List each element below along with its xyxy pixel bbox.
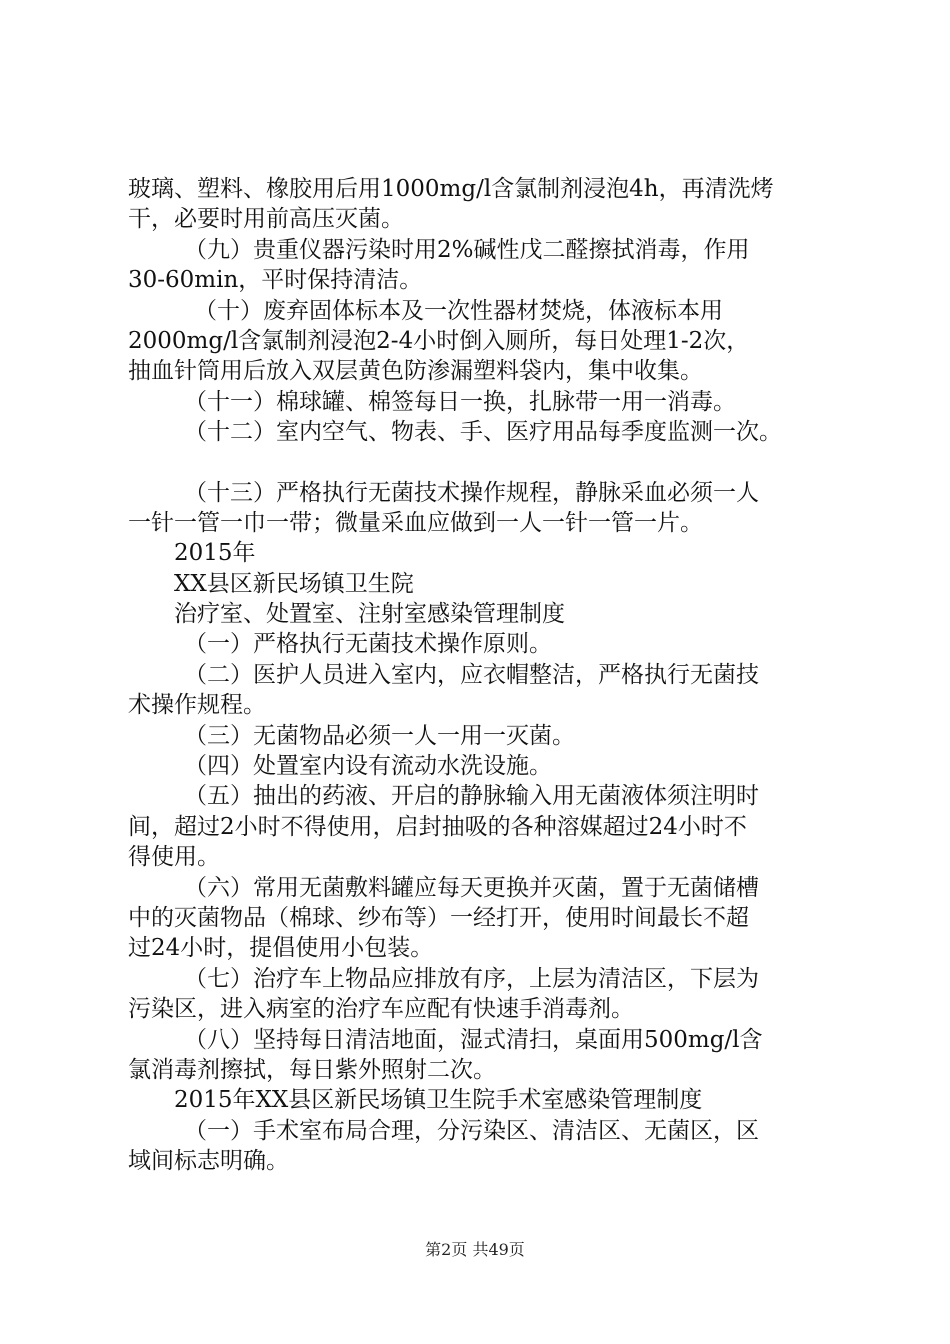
text-line: （六）常用无菌敷料罐应每天更换并灭菌，置于无菌储槽 [184,874,759,901]
text-line: （九）贵重仪器污染时用2%碱性戊二醛擦拭消毒，作用 [184,236,750,263]
text-line: （三）无菌物品必须一人一用一灭菌。 [184,722,575,749]
text-line: 域间标志明确。 [128,1148,289,1175]
text-line: （二）医护人员进入室内，应衣帽整洁，严格执行无菌技 [184,661,759,688]
text-line: （一）手术室布局合理，分污染区、清洁区、无菌区，区 [184,1117,759,1144]
text-line: 玻璃、塑料、橡胶用后用1000mg/l含氯制剂浸泡4h，再清洗烤 [128,176,774,202]
blank-line [128,448,834,478]
text-line: （十二）室内空气、物表、手、医疗用品每季度监测一次。 [184,419,782,446]
text-line: 得使用。 [128,844,220,871]
text-line: （五）抽出的药液、开启的静脉输入用无菌液体须注明时 [184,783,759,810]
text-line: （十一）棉球罐、棉签每日一换，扎脉带一用一消毒。 [184,388,736,415]
text-line: XX县区新民场镇卫生院 [174,570,414,597]
text-line: 干，必要时用前高压灭菌。 [128,206,404,233]
document-body [128,174,834,1177]
text-line: 30-60min，平时保持清洁。 [128,267,423,294]
text-line: （七）治疗车上物品应排放有序，上层为清洁区，下层为 [184,965,759,992]
text-line: 过24小时，提倡使用小包装。 [128,935,434,962]
section-heading: 2015年XX县区新民场镇卫生院手术室感染管理制度 [174,1087,703,1114]
text-line: 中的灭菌物品（棉球、纱布等）一经打开，使用时间最长不超 [128,904,749,931]
text-line: 氯消毒剂擦拭，每日紫外照射二次。 [128,1056,496,1083]
text-line: 间，超过2小时不得使用，启封抽吸的各种溶媒超过24小时不 [128,813,747,840]
text-line: 术操作规程。 [128,692,266,719]
text-line: （一）严格执行无菌技术操作原则。 [184,631,552,658]
text-line: （八）坚持每日清洁地面，湿式清扫，桌面用500mg/l含 [184,1026,763,1053]
text-line: 抽血针筒用后放入双层黄色防渗漏塑料袋内，集中收集。 [128,358,703,385]
section-heading: 治疗室、处置室、注射室感染管理制度 [174,601,565,628]
page-footer: 第2页 共49页 [425,1240,525,1259]
text-line: （十三）严格执行无菌技术操作规程，静脉采血必须一人 [184,479,759,506]
text-line: （十）废弃固体标本及一次性器材焚烧，体液标本用 [194,297,723,324]
text-line: 一针一管一巾一带；微量采血应做到一人一针一管一片。 [128,509,703,536]
text-line: 2000mg/l含氯制剂浸泡2-4小时倒入厕所，每日处理1-2次， [128,327,750,354]
text-line: 2015年 [174,540,256,567]
text-line: 污染区，进入病室的治疗车应配有快速手消毒剂。 [128,996,634,1023]
text-line: （四）处置室内设有流动水洗设施。 [184,753,552,780]
